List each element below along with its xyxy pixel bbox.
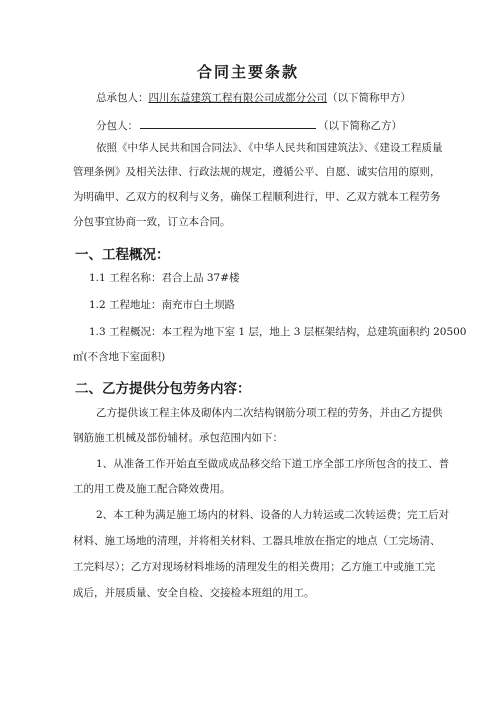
intro-line-4: 分包事宜协商一致，订立本合同。 [73, 216, 231, 228]
intro-line-1: 依照《中华人民共和国合同法》、《中华人民共和国建筑法》、《建设工程质量 [96, 142, 443, 154]
contractor-line [96, 91, 411, 105]
subcontractor-line [96, 117, 402, 133]
section-2-heading: 二、乙方提供分包劳务内容： [75, 381, 251, 397]
s2-p3-line-2: 材料、施工场地的清理，并将相关材料、工器具堆放在指定的地点（工完场清、 [73, 535, 441, 547]
intro-line-3: 为明确甲、乙双方的权利与义务，确保工程顺利进行，甲、乙双方就本工程劳务 [73, 191, 441, 203]
subcontractor-note: （以下简称乙方） [318, 120, 402, 132]
s2-p2-line-1: 1、从准备工作开始直至做成成品移交给下道工序全部工序所包含的技工、普 [96, 458, 450, 470]
s2-p1-line-2: 钢筋施工机械及部份辅材。承包范围内如下： [73, 432, 283, 444]
s2-p1-line-1: 乙方提供该工程主体及砌体内二次结构钢筋分项工程的劳务，并由乙方提供 [96, 407, 443, 419]
contractor-label: 总承包人： [96, 92, 149, 104]
s2-p3-line-3: 工完料尽）；乙方对现场材料堆场的清理发生的相关费用；乙方施工中或施工完 [73, 561, 436, 573]
subcontractor-blank [140, 117, 316, 129]
section-1-heading: 一、工程概况： [75, 247, 170, 263]
s2-p2-line-2: 工的用工费及施工配合降效费用。 [73, 483, 231, 495]
s2-p3-line-4: 成后，并展质量、安全自检、交接检本班组的用工。 [73, 587, 315, 599]
contractor-note: （以下简称甲方） [327, 92, 411, 104]
item-1-3-line-2: ㎡(不含地下室面积) [73, 351, 166, 363]
s2-p3-line-1: 2、本工种为满足施工场内的材料、设备的人力转运或二次转运费；完工后对 [96, 509, 450, 521]
intro-line-2: 管理条例》及相关法律、行政法规的规定，遵循公平、自愿、诚实信用的原则， [73, 166, 441, 178]
subcontractor-label: 分包人： [96, 120, 138, 132]
item-1-1: 1.1 工程名称：君合上品 37#楼 [89, 272, 240, 284]
contractor-name: 四川东益建筑工程有限公司成都分公司 [148, 92, 327, 104]
item-1-3-line-1: 1.3 工程概况：本工程为地下室 1 层，地上 3 层框架结构，总建筑面积约 20500 [89, 326, 467, 338]
document-title: 合同主要条款 [196, 63, 299, 81]
item-1-2: 1.2 工程地址：南充市白土坝路 [89, 299, 236, 311]
